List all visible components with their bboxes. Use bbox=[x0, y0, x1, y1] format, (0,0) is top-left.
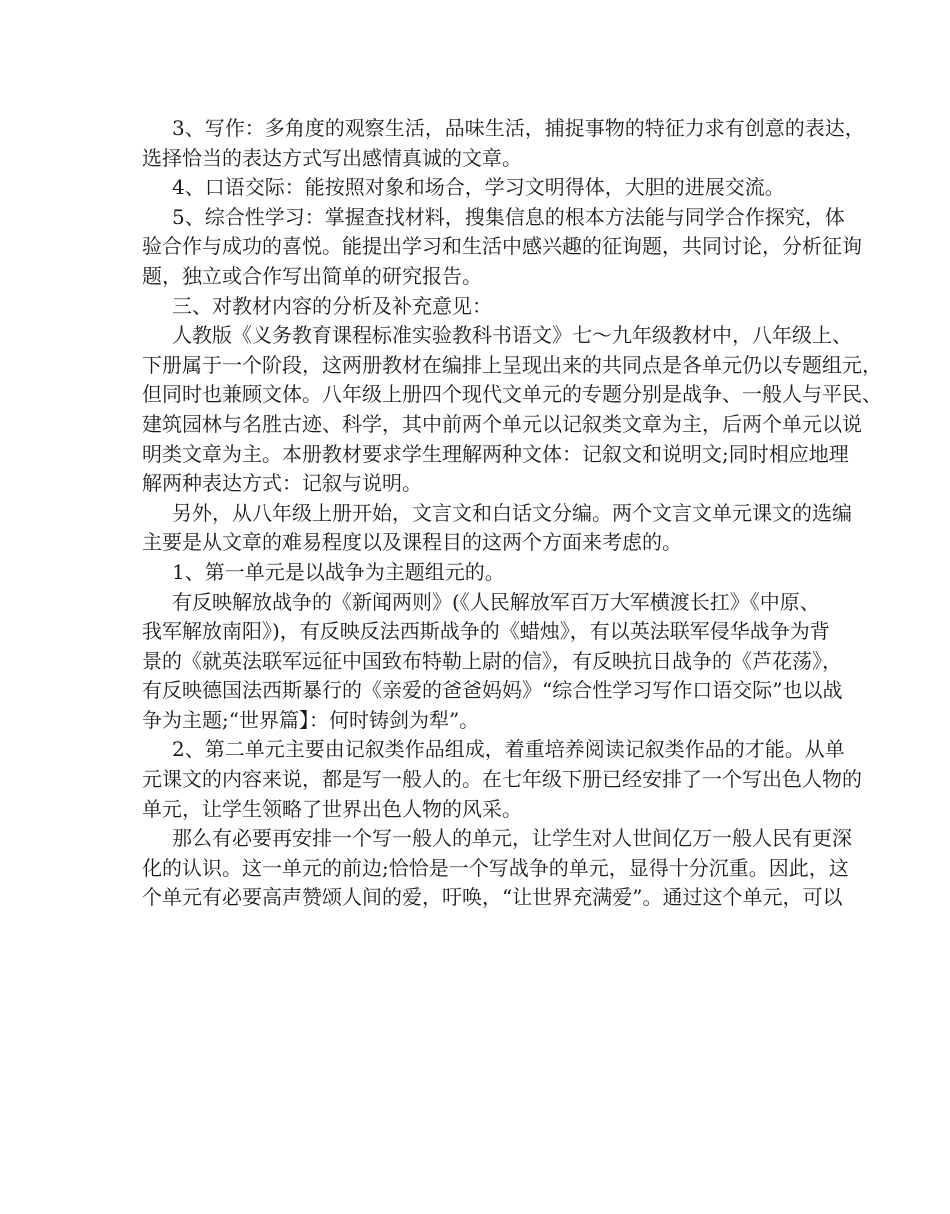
text-line: 有反映解放战争的《新闻两则》(《人民解放军百万大军横渡长扛》《中原、 bbox=[172, 589, 820, 614]
text-line: 明类文章为主。本册教材要求学生理解两种文体：记叙文和说明文;同时相应地理 bbox=[142, 441, 849, 466]
text-line: 建筑园林与名胜古迹、科学，其中前两个单元以记叙类文章为主，后两个单元以说 bbox=[142, 411, 862, 436]
text-line: 元课文的内容来说，都是写一般人的。在七年级下册已经安排了一个写出色人物的 bbox=[142, 767, 862, 792]
text-line: 另外，从八年级上册开始，文言文和白话文分编。两个文言文单元课文的选编 bbox=[172, 500, 852, 525]
text-line: 主要是从文章的难易程度以及课程目的这两个方面来考虑的。 bbox=[142, 530, 682, 555]
text-line: 题，独立或合作写出简单的研究报告。 bbox=[142, 263, 482, 288]
paragraph-unit-one-details bbox=[142, 588, 843, 736]
paragraph-oral-communication bbox=[142, 173, 822, 203]
text-line: 5、综合性学习：掌握查找材料，搜集信息的根本方法能与同学合作探究，体 bbox=[172, 204, 845, 229]
paragraph-unit-two-continued bbox=[142, 824, 852, 913]
text-line: 下册属于一个阶段，这两册教材在编排上呈现出来的共同点是各单元仍以专题组元， bbox=[142, 352, 882, 377]
text-line: 人教版《义务教育课程标准实验教科书语文》七～九年级教材中，八年级上、 bbox=[172, 323, 852, 348]
text-line: 解两种表达方式：记叙与说明。 bbox=[142, 471, 422, 496]
paragraph-unit-two bbox=[142, 735, 862, 824]
text-line: 景的《就英法联军远征中国致布特勒上尉的信》，有反映抗日战争的《芦花荡》， bbox=[142, 648, 842, 673]
text-line: 但同时也兼顾文体。八年级上册四个现代文单元的专题分别是战争、一般人与平民、 bbox=[142, 382, 882, 407]
text-line: 3、写作：多角度的观察生活，品味生活，捕捉事物的特征力求有创意的表达， bbox=[172, 116, 865, 140]
text-line: 单元，让学生领略了世界出色人物的风采。 bbox=[142, 796, 522, 821]
text-line: 我军解放南阳》)，有反映反法西斯战争的《蜡烛》，有以英法联军侵华战争为背 bbox=[142, 619, 830, 644]
text-line: 争为主题;“世界篇】：何时铸剑为犁”。 bbox=[142, 707, 480, 732]
text-line: 有反映德国法西斯暴行的《亲爱的爸爸妈妈》“综合性学习写作口语交际”也以战 bbox=[142, 678, 843, 703]
text-line: 那么有必要再安排一个写一般人的单元，让学生对人世间亿万一般人民有更深 bbox=[172, 826, 852, 851]
text-line: 化的认识。这一单元的前边;恰恰是一个写战争的单元，显得十分沉重。因此，这 bbox=[142, 855, 849, 880]
paragraph-writing bbox=[142, 114, 865, 173]
text-line: 选择恰当的表达方式写出感情真诚的文章。 bbox=[142, 145, 522, 170]
text-line: 个单元有必要高声赞颂人间的爱，吁唤，“让世界充满爱”。通过这个单元，可以 bbox=[142, 885, 843, 910]
text-line: 三、对教材内容的分析及补充意见： bbox=[172, 293, 492, 318]
paragraph-classical-chinese bbox=[142, 499, 852, 558]
paragraph-unit-one-heading bbox=[142, 558, 822, 588]
text-line: 2、第二单元主要由记叙类作品组成，着重培养阅读记叙类作品的才能。从单 bbox=[172, 737, 845, 762]
paragraph-comprehensive-learning bbox=[142, 203, 862, 292]
text-line: 4、口语交际：能按照对象和场合，学习文明得体，大胆的进展交流。 bbox=[172, 175, 785, 200]
text-line: 验合作与成功的喜悦。能提出学习和生活中感兴趣的征询题，共同讨论，分析征询 bbox=[142, 234, 862, 259]
section-heading bbox=[142, 292, 822, 322]
text-line: 1、第一单元是以战争为主题组元的。 bbox=[172, 559, 505, 584]
paragraph-textbook-analysis bbox=[142, 321, 882, 499]
